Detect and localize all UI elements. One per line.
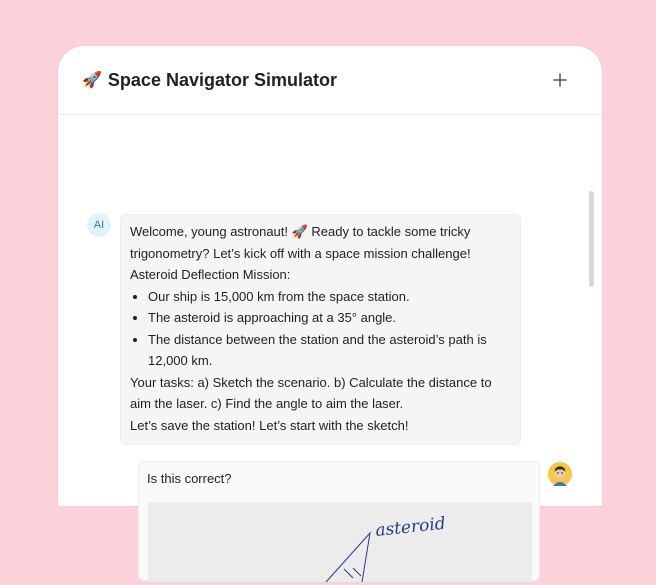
user-message <box>138 461 540 581</box>
user-avatar-icon <box>548 462 572 486</box>
plus-icon <box>553 73 567 87</box>
user-avatar <box>548 462 572 486</box>
sketch-label: asteroid <box>374 513 447 541</box>
new-chat-button[interactable] <box>548 68 572 92</box>
app-title: Space Navigator Simulator <box>107 69 337 90</box>
page-title <box>82 70 337 91</box>
ai-message <box>120 214 521 445</box>
ai-message-intro: Welcome, young astronaut! 🚀 Ready to tackle some tricky trigonometry? Let’s kick off with a space mission challenge! <box>130 224 471 261</box>
list-item: • The asteroid is approaching at a 35° angle. <box>148 307 512 329</box>
list-item: • Our ship is 15,000 km from the space station. <box>148 286 512 308</box>
ai-closing: Let’s save the station! Let’s start with the sketch! <box>130 417 409 433</box>
mission-list <box>130 286 512 372</box>
list-item: • The distance between the station and the asteroid’s path is 12,000 km. <box>148 329 512 372</box>
ai-tasks: Your tasks: a) Sketch the scenario. b) Calculate the distance to aim the laser. c) Find the angle to aim the laser. <box>130 374 492 411</box>
scrollbar[interactable] <box>589 191 594 287</box>
header <box>58 46 602 115</box>
ai-avatar: AI <box>87 213 111 237</box>
rocket-icon: 🚀 <box>82 72 102 89</box>
chat-window <box>58 46 602 541</box>
sketch-drawing <box>148 502 532 582</box>
sketch-image <box>148 502 532 582</box>
ai-mission-title: Asteroid Deflection Mission: <box>130 267 291 282</box>
user-message-text: Is this correct? <box>147 471 232 486</box>
chat-area[interactable] <box>58 115 602 541</box>
